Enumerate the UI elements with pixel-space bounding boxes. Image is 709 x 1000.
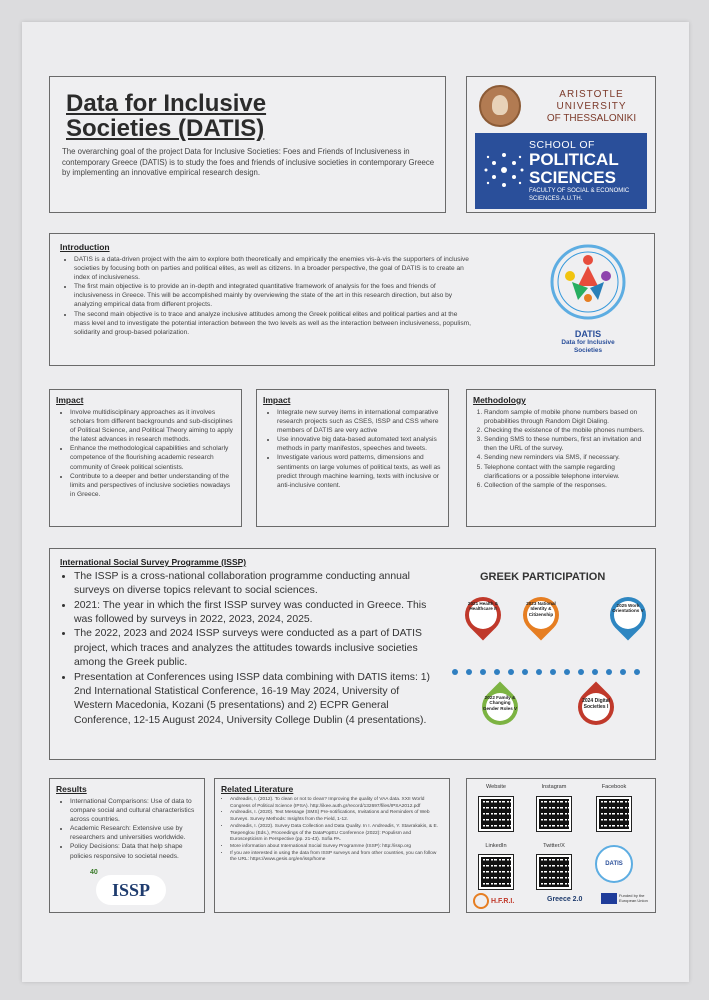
school-line-2: POLITICAL SCIENCES — [529, 150, 619, 187]
methodology-panel — [466, 389, 656, 527]
impact-panel-1 — [49, 389, 242, 527]
list-item: • The second main objective is to trace and analyze inclusive attitudes among the Greek political elites and political parties and at the mass level and to investigate the potential interaction between the two levels as well as the interaction between inclusiveness, populism, solidarity and group-based polarization. — [74, 310, 474, 337]
twitter-label: Twitter/X — [543, 843, 565, 849]
school-line-3: FACULTY OF SOCIAL & ECONOMIC SCIENCES A.U.TH. — [529, 188, 630, 202]
list-item: • Presentation at Conferences using ISSP data combining with DATIS items: 1) 2nd International Statistical Conference, 16-19 May 2024, University of Western Macedonia, Kozani (5 presentations) and 2) ECPR General Conference, 12-15 August 2024, University College Dublin (4 presentations). — [74, 671, 440, 728]
list-item: 5. Telephone contact with the sample regarding clarifications or a possible telephone interview. — [484, 463, 649, 481]
list-item: • The ISSP is a cross-national collaboration programme conducting annual surveys on diverse topics relevant to social sciences. — [74, 570, 440, 599]
list-item: 6. Collection of the sample of the responses. — [484, 481, 649, 490]
list-item: • Investigate various word patterns, dimensions and sentiments on large volumes of political texts, as well as predict through machine learning, texts with inclusive or anti-inclusive content. — [277, 453, 442, 489]
results-panel — [49, 778, 205, 913]
instagram-qr-icon[interactable] — [537, 797, 571, 831]
list-item: • If you are interested in using the data from ISSP surveys and from other countries, you can follow the URL: https://www.gesis.org/en/issp/home — [230, 851, 443, 864]
facebook-label: Facebook — [601, 784, 627, 790]
logo-panel — [466, 76, 656, 213]
datis-small-label: DATIS — [605, 861, 623, 867]
impact-heading: Impact — [263, 395, 291, 405]
pin-2021 — [458, 590, 509, 641]
instagram-label: Instagram — [541, 784, 567, 790]
list-item: 4. Sending new reminders via SMS, if necessary. — [484, 453, 649, 462]
datis-small-logo — [595, 845, 633, 883]
list-item: • Contribute to a deeper and better understanding of the limits and perspectives of inclusive societies nowadays in Greece. — [70, 472, 235, 499]
pin-label-2024: 2024 Digital Societies I — [582, 698, 610, 710]
list-item: • More information about International Social Survey Programme (ISSP): http://issp.org — [230, 844, 443, 851]
impact-heading: Impact — [56, 395, 84, 405]
eu-logo — [601, 893, 649, 904]
list-item: • Andreadis, I. (2012). To clean or not to clean? Improving the quality of VAA data. XXII World Congress of Political Science (IPSA). http://ikee.auth.gr/record/132697/files/IPSA2012.pdf — [230, 797, 443, 810]
list-item: 2. Checking the existence of the mobile phones numbers. — [484, 426, 649, 435]
issp-logo — [90, 869, 166, 905]
introduction-panel — [49, 233, 655, 366]
website-qr-icon[interactable] — [479, 797, 513, 831]
pin-2025 — [603, 590, 654, 641]
list-item: • 2021: The year in which the first ISSP survey was conducted in Greece. This was followed by surveys in 2022, 2023, 2024, 2025. — [74, 599, 440, 628]
results-heading: Results — [56, 784, 87, 794]
auth-name — [529, 89, 654, 125]
list-item: • Use innovative big data-based automated text analysis methods in party manifestos, speeches and tweets. — [277, 435, 442, 453]
greek-participation-title: GREEK PARTICIPATION — [480, 571, 606, 583]
website-label: Website — [485, 784, 507, 790]
facebook-qr-icon[interactable] — [597, 797, 631, 831]
twitter-qr-icon[interactable] — [537, 855, 571, 889]
issp-logo-text: ISSP — [111, 880, 151, 900]
auth-line-3: OF THESSALONIKI — [546, 113, 637, 124]
hfri-icon — [473, 893, 489, 909]
datis-figures-icon — [548, 242, 628, 322]
pin-label-2025: 2025 Work Orientations V — [612, 603, 644, 614]
datis-logo-subtitle: Data for Inclusive Societies — [561, 339, 615, 355]
hfri-logo — [473, 893, 514, 909]
list-item: • Andreadis, I. (2022). Survey Data Collection and Data Quality. In I. Andreadis, Y. Stavrakakis, & E. Tsepenglou (Eds.), Proceedings of the DataPopEU Conference (2022): Populism and Euroscepticism in Perspective (pp. 21-43). Sofia PA. — [230, 824, 443, 844]
issp-panel — [49, 548, 656, 760]
list-item: • Integrate new survey items in international comparative research projects such as CSES, ISSP and CSS where members of DATIS are very active — [277, 408, 442, 435]
list-item: • Academic Research: Extensive use by researchers and universities worldwide. — [70, 824, 198, 842]
title-panel — [49, 76, 446, 213]
auth-line-1: ARISTOTLE — [559, 89, 624, 100]
page-title: Data for Inclusive Societies (DATIS) — [66, 90, 267, 143]
auth-logo — [479, 83, 649, 129]
hfri-text: H.F.R.I. — [490, 897, 515, 905]
auth-seal-icon — [479, 85, 521, 127]
linkedin-label: LinkedIn — [485, 843, 507, 849]
eu-flag-icon — [601, 893, 617, 904]
issp-heading: International Social Survey Programme (ISSP) — [60, 557, 247, 567]
school-line-1: SCHOOL OF — [529, 139, 595, 151]
datis-logo — [528, 242, 648, 356]
list-item: • Enhance the methodological capabilities and scholarly competence of the flourishing academic research community of Greek political scientists. — [70, 444, 235, 471]
lead-text: The overarching goal of the project Data for Inclusive Societies: Foes and Friends of Inclusiveness in contemporary Greece (DATIS) is to study the foes and friends of inclusive societies in contemporary Greece by implementing an innovative empirical research design. — [62, 147, 435, 178]
related-literature-panel — [214, 778, 450, 913]
list-item: • The first main objective is to provide an in-depth and integrated quantitative framework of analysis for the foes and friends of inclusiveness in Greece. This will be accomplished mainly by overviewing the state of the art in this research direction, but also by analyzing empirical data from different projects. — [74, 282, 474, 309]
issp-badge: 40 — [90, 869, 98, 876]
impact-panel-2 — [256, 389, 449, 527]
list-item: • Andreadis, I. (2020). Text Message (SMS) Pre-notifications, Invitations and Reminders of Web Surveys. Survey Methods: Insights from the Field, 1-12. — [230, 810, 443, 823]
list-item: • International Comparisons: Use of data to compare social and cultural characteristics across countries. — [70, 797, 198, 824]
datis-logo-name: DATIS — [574, 329, 602, 339]
school-logo — [475, 133, 647, 209]
social-panel — [466, 778, 656, 913]
introduction-heading: Introduction — [60, 242, 110, 252]
list-item: 1. Random sample of mobile phone numbers based on probabilities through Random Digit Dialing. — [484, 408, 649, 426]
pin-label-2021: 2021 Health & Healthcare II — [467, 601, 499, 612]
list-item: • Involve multidisciplinary approaches as it involves scholars from different backgrounds and sub-disciplines of Political Science, and Political Theory aiming to apply the latest advances in research methods. — [70, 408, 235, 444]
pin-label-2023: 2023 National Identity & Citizenship — [526, 601, 556, 617]
linkedin-qr-icon[interactable] — [479, 855, 513, 889]
list-item: • DATIS is a data-driven project with the aim to explore both theoretically and empirically the enemies vis-à-vis the supporters of inclusive societies by focusing both on parties and political elites, as well as citizens. In a broader perspective, the goal of DATIS is to create an index of inclusiveness. — [74, 255, 474, 282]
eu-text: Funded by the European Union — [618, 893, 648, 903]
list-item: • The 2022, 2023 and 2024 ISSP surveys were conducted as a part of DATIS project, which traces and analyzes the attitudes towards inclusive societies among the Greek public. — [74, 627, 440, 670]
list-item: • Policy Decisions: Data that help shape policies responsive to societal needs. — [70, 842, 198, 860]
auth-line-2: UNIVERSITY — [556, 101, 627, 112]
pin-label-2022: 2022 Family & Changing Gender Roles V — [482, 695, 518, 711]
greece-logo: Greece 2.0 — [547, 896, 583, 903]
methodology-heading: Methodology — [473, 395, 526, 405]
network-dots-icon — [480, 147, 528, 193]
list-item: 3. Sending SMS to these numbers, first an invitation and then the URL of the survey. — [484, 435, 649, 453]
related-heading: Related Literature — [221, 784, 294, 794]
